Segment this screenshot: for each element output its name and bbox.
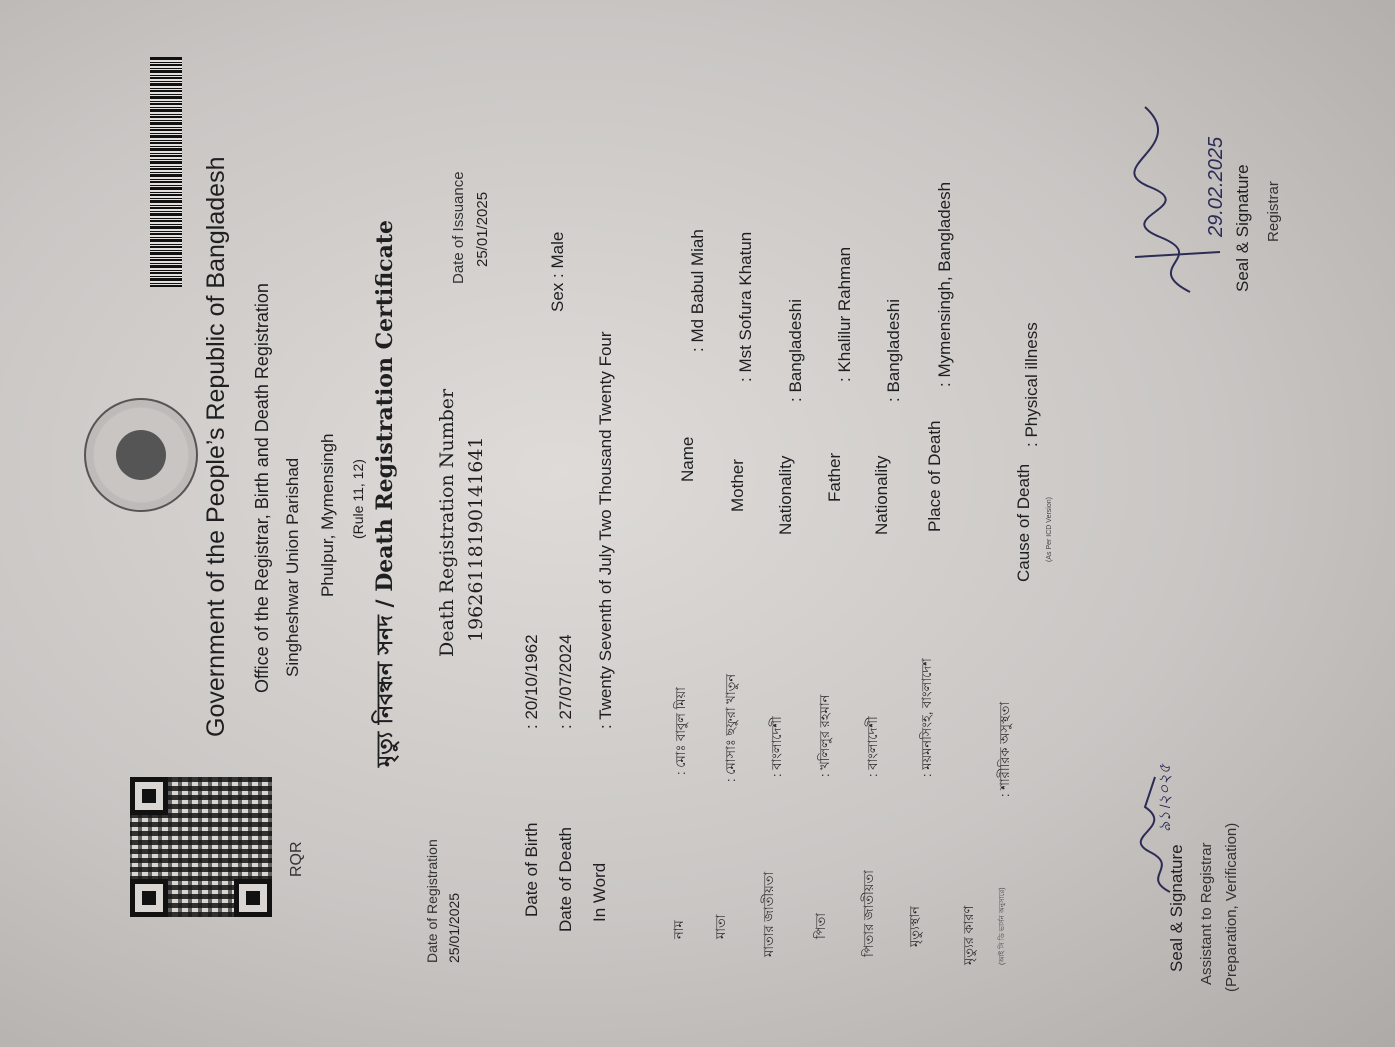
field-bn-label: মৃত্যুস্থান [907,906,922,947]
field-en-label: Name [678,436,697,482]
registration-date-value: 25/01/2025 [446,892,462,963]
field-bn-label: মাতার জাতীয়তা [761,871,776,957]
field-bn-value: : ময়মনসিংহ, বাংলাদেশ [919,658,934,777]
qr-label: RQR [288,841,305,877]
sex-value: Sex : Male [548,231,567,312]
in-word-label: In Word [590,862,609,922]
field-bn-label: পিতার জাতীয়তা [861,870,876,957]
cause-note-en: (As Per ICD Version) [1046,497,1053,562]
field-bn-label: পিতা [813,912,828,939]
field-en-label: Place of Death [925,420,944,532]
field-en-value: : Mymensingh, Bangladesh [935,181,954,387]
government-seal-icon [84,398,198,512]
qr-code [130,777,272,917]
field-bn-value: : খলিলুর রহমান [817,694,832,777]
registration-number-label: Death Registration Number [436,388,458,657]
field-bn-value: : বাংলাদেশী [865,716,880,777]
issuance-date-label: Date of Issuance [450,171,467,284]
government-title: Government of the People’s Republic of Bangladesh [202,156,230,737]
assistant-seal-label: Seal & Signature [1167,844,1186,972]
field-en-label: Nationality [776,455,795,535]
field-bn-value: : মোঃ বাবুল মিয়া [673,687,688,775]
qr-finder [130,777,168,815]
field-en-value: : Bangladeshi [884,298,903,402]
assistant-signature-date: ৯১।২০২৫ [1157,763,1174,832]
date-of-death-value: : 27/07/2024 [556,634,575,729]
cause-note-bn: (আই সি ডি ভার্সন অনুসারে) [999,887,1006,965]
date-of-birth-value: : 20/10/1962 [522,634,541,729]
field-en-label: Cause of Death [1014,463,1033,582]
in-word-value: : Twenty Seventh of July Two Thousand Twenty Four [596,331,615,729]
field-bn-label: মৃত্যুর কারণ [961,905,976,965]
registrar-signature-date: 29.02.2025 [1205,136,1227,237]
field-en-value: : Mst Sofura Khatun [736,231,755,382]
assistant-role-detail: (Preparation, Verification) [1223,822,1240,992]
field-en-label: Mother [728,459,747,512]
qr-finder [234,879,272,917]
field-bn-value: : মোসাঃ ছফুরা খাতুন [723,673,738,782]
date-of-birth-label: Date of Birth [522,822,541,917]
certificate-title: মৃত্যু নিবন্ধন সনদ / Death Registration Certificate [372,219,398,767]
field-en-label: Father [825,452,844,502]
field-en-value: : Md Babul Miah [688,229,707,352]
field-bn-label: মাতা [713,914,728,939]
field-en-label: Nationality [872,455,891,535]
assistant-role: Assistant to Registrar [1198,842,1215,985]
date-of-death-label: Date of Death [556,827,575,932]
upazila-name: Phulpur, Mymensingh [318,433,337,597]
registration-date-label: Date of Registration [424,839,440,963]
field-en-value: : Bangladeshi [786,298,805,402]
field-bn-value: : বাংলাদেশী [769,716,784,777]
field-en-value: : Physical illness [1022,322,1041,447]
registrar-role: Registrar [1265,181,1282,242]
office-title: Office of the Registrar, Birth and Death Registration [252,283,272,693]
union-name: Singheshwar Union Parishad [283,457,302,677]
field-bn-label: নাম [671,920,686,939]
field-en-value: : Khalilur Rahman [835,246,854,382]
rule-reference: (Rule 11, 12) [350,459,366,539]
registration-number-value: 19626118190141641 [465,436,487,642]
registrar-seal-label: Seal & Signature [1233,164,1252,292]
barcode [150,57,182,287]
qr-finder [130,879,168,917]
field-bn-value: : শারীরিক অসুস্থতা [997,701,1012,797]
issuance-date-value: 25/01/2025 [474,191,491,267]
